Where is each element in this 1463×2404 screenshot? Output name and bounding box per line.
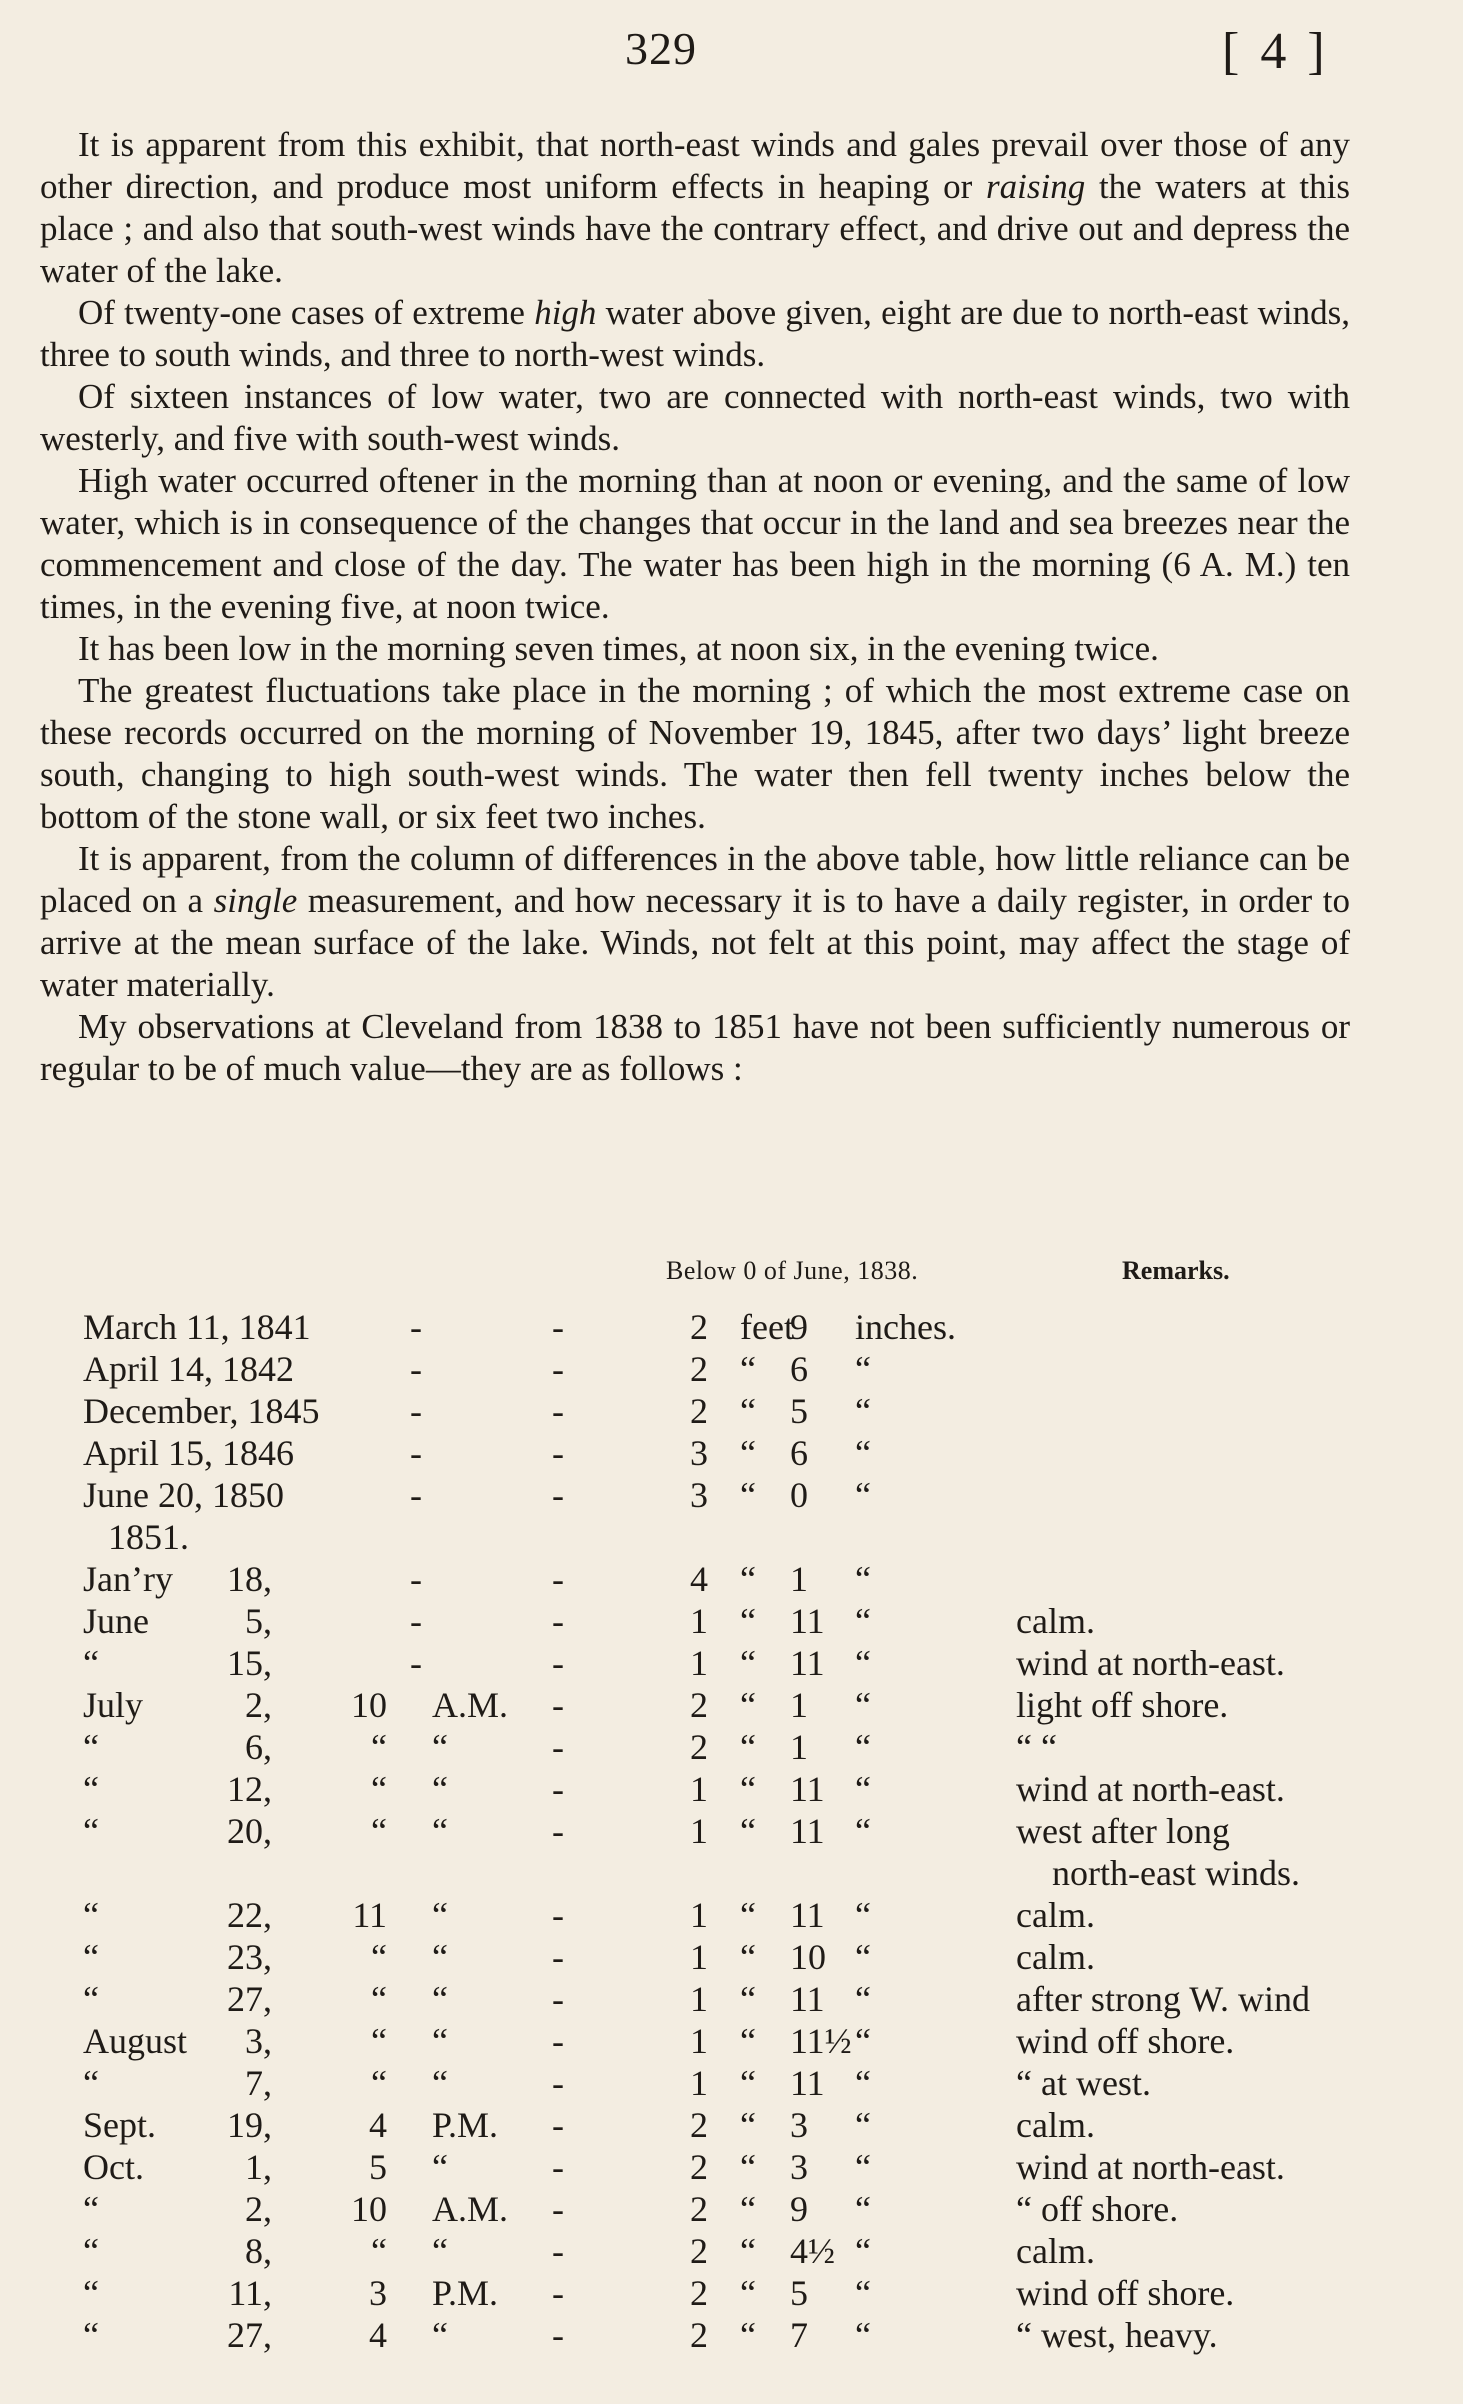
inches-unit: inches. (855, 1307, 956, 1347)
feet-value: 2 (690, 2315, 708, 2355)
inches-unit: “ (855, 2231, 871, 2271)
period-cell: “ (432, 1811, 448, 1851)
day-cell: 3, (245, 2021, 272, 2061)
remarks-cell (1016, 1810, 1300, 1894)
month-cell: Jan’ry (83, 1559, 173, 1599)
remarks-text-continued: north-east winds. (1052, 1853, 1300, 1893)
column-header-below-zero: Below 0 of June, 1838. (666, 1256, 919, 1285)
period-cell: A.M. (432, 2189, 509, 2229)
remarks-text: wind at north-east. (1016, 1643, 1285, 1683)
feet-unit: “ (740, 1979, 756, 2019)
paragraph-text: Of sixteen instances of low water, two are connected with north-east winds, two with westerly, and five with south-west winds. (40, 377, 1350, 458)
time-cell: “ (371, 1937, 387, 1977)
feet-unit: “ (740, 1937, 756, 1977)
period-cell: “ (432, 2147, 448, 2187)
feet-unit: “ (740, 2063, 756, 2103)
time-cell: 4 (369, 2105, 387, 2145)
day-cell: 2, (245, 2189, 272, 2229)
remarks-cell (1016, 2020, 1234, 2062)
time-cell: 3 (369, 2273, 387, 2313)
period-cell: “ (432, 1769, 448, 1809)
inches-value: 4½ (790, 2231, 835, 2271)
table-row (0, 1894, 1463, 1936)
remarks-cell (1016, 1642, 1285, 1684)
feet-value: 1 (690, 1643, 708, 1683)
time-cell: 11 (352, 1895, 387, 1935)
dash-cell: - (410, 1643, 422, 1683)
feet-unit: “ (740, 1559, 756, 1599)
inches-unit: “ (855, 1391, 871, 1431)
feet-value: 4 (690, 1559, 708, 1599)
remarks-cell (1016, 1978, 1310, 2020)
day-cell: 27, (227, 2315, 272, 2355)
emphasized-text: raising (986, 167, 1086, 206)
table-row (0, 1474, 1463, 1516)
day-cell: 7, (245, 2063, 272, 2103)
dash-cell: - (552, 1349, 564, 1389)
feet-unit: “ (740, 1601, 756, 1641)
time-cell: “ (371, 2063, 387, 2103)
time-cell: 4 (369, 2315, 387, 2355)
dash-cell: - (552, 1559, 564, 1599)
feet-value: 2 (690, 2105, 708, 2145)
paragraph (40, 670, 1350, 838)
date-cell: December, 1845 (83, 1391, 320, 1431)
table-row (0, 1978, 1463, 2020)
document-marker: [ 4 ] (1222, 23, 1329, 80)
dash-cell: - (552, 1937, 564, 1977)
time-cell: “ (371, 1727, 387, 1767)
feet-value: 1 (690, 1895, 708, 1935)
inches-unit: “ (855, 1727, 871, 1767)
dash-cell: - (410, 1475, 422, 1515)
date-cell: April 14, 1842 (83, 1349, 294, 1389)
feet-value: 3 (690, 1475, 708, 1515)
remarks-text: west after long (1016, 1811, 1230, 1851)
feet-value: 1 (690, 1937, 708, 1977)
dash-cell: - (552, 1391, 564, 1431)
dash-cell: - (410, 1601, 422, 1641)
paragraph (40, 292, 1350, 376)
remarks-text: after strong W. wind (1016, 1979, 1310, 2019)
month-cell: “ (83, 1937, 99, 1977)
dash-cell: - (552, 2105, 564, 2145)
dash-cell: - (552, 2273, 564, 2313)
feet-unit: feet (740, 1307, 794, 1347)
month-cell: Sept. (83, 2105, 157, 2145)
table-row (0, 1642, 1463, 1684)
time-cell: “ (371, 1811, 387, 1851)
feet-value: 2 (690, 2231, 708, 2271)
month-cell: July (83, 1685, 144, 1725)
feet-unit: “ (740, 2105, 756, 2145)
feet-unit: “ (740, 1643, 756, 1683)
inches-unit: “ (855, 2021, 871, 2061)
paragraph-text: My observations at Cleveland from 1838 to 1851 have not been sufficiently numerous or regular to be of much value—they are as follows : (40, 1007, 1350, 1088)
dash-cell: - (552, 2315, 564, 2355)
time-cell: “ (371, 2231, 387, 2271)
feet-unit: “ (740, 2189, 756, 2229)
day-cell: 20, (227, 1811, 272, 1851)
month-cell: “ (83, 1643, 99, 1683)
body-text (40, 124, 1350, 1090)
month-cell: “ (83, 1895, 99, 1935)
table-row (0, 2314, 1463, 2356)
table-row (0, 2104, 1463, 2146)
feet-unit: “ (740, 1727, 756, 1767)
feet-value: 3 (690, 1433, 708, 1473)
inches-value: 11 (790, 1601, 825, 1641)
dash-cell: - (552, 1895, 564, 1935)
table-row (0, 1684, 1463, 1726)
dash-cell: - (552, 2189, 564, 2229)
table-row (0, 1726, 1463, 1768)
feet-value: 1 (690, 1811, 708, 1851)
feet-value: 2 (690, 2147, 708, 2187)
remarks-text: wind off shore. (1016, 2021, 1235, 2061)
inches-value: 9 (790, 1307, 808, 1347)
inches-value: 11 (790, 1643, 825, 1683)
remarks-cell (1016, 1936, 1095, 1978)
dash-cell: - (410, 1349, 422, 1389)
day-cell: 12, (227, 1769, 272, 1809)
feet-unit: “ (740, 1391, 756, 1431)
period-cell: “ (432, 2315, 448, 2355)
paragraph-text: water above given, eight are due to north-east winds, three to south winds, and three to north-west winds. (40, 293, 1350, 374)
remarks-text: calm. (1016, 1937, 1095, 1977)
inches-value: 11 (790, 1769, 825, 1809)
remarks-cell (1016, 1894, 1095, 1936)
remarks-text: calm. (1016, 1895, 1095, 1935)
month-cell: “ (83, 2273, 99, 2313)
day-cell: 18, (227, 1559, 272, 1599)
date-cell: March 11, 1841 (83, 1307, 311, 1347)
dash-cell: - (552, 1643, 564, 1683)
paragraph-text: Of twenty-one cases of extreme (78, 293, 535, 332)
paragraph (40, 124, 1350, 292)
dash-cell: - (410, 1559, 422, 1599)
day-cell: 27, (227, 1979, 272, 2019)
dash-cell: - (552, 1307, 564, 1347)
day-cell: 6, (245, 1727, 272, 1767)
year-label: 1851. (108, 1517, 189, 1557)
period-cell: “ (432, 1727, 448, 1767)
dash-cell: - (552, 1979, 564, 2019)
remarks-cell (1016, 2314, 1218, 2356)
table-row (0, 2272, 1463, 2314)
inches-value: 6 (790, 1349, 808, 1389)
inches-value: 1 (790, 1685, 808, 1725)
time-cell: “ (371, 1769, 387, 1809)
feet-unit: “ (740, 1685, 756, 1725)
inches-unit: “ (855, 1685, 871, 1725)
time-cell: “ (371, 2021, 387, 2061)
feet-unit: “ (740, 1811, 756, 1851)
column-header-remarks: Remarks. (1122, 1256, 1230, 1285)
feet-value: 2 (690, 1391, 708, 1431)
inches-unit: “ (855, 2273, 871, 2313)
inches-unit: “ (855, 1349, 871, 1389)
feet-unit: “ (740, 2231, 756, 2271)
table-row (0, 1516, 1463, 1558)
table-row (0, 1306, 1463, 1348)
feet-unit: “ (740, 1433, 756, 1473)
table-row (0, 2188, 1463, 2230)
paragraph (40, 838, 1350, 1006)
period-cell: “ (432, 1979, 448, 2019)
inches-value: 7 (790, 2315, 808, 2355)
feet-value: 2 (690, 1349, 708, 1389)
remarks-text: light off shore. (1016, 1685, 1229, 1725)
day-cell: 15, (227, 1643, 272, 1683)
remarks-cell (1016, 1684, 1228, 1726)
feet-value: 2 (690, 2189, 708, 2229)
period-cell: P.M. (432, 2273, 499, 2313)
time-cell: 10 (351, 1685, 387, 1725)
remarks-cell (1016, 2272, 1234, 2314)
remarks-text: calm. (1016, 1601, 1095, 1641)
paragraph (40, 628, 1350, 670)
remarks-cell (1016, 2188, 1178, 2230)
feet-unit: “ (740, 1475, 756, 1515)
feet-unit: “ (740, 2273, 756, 2313)
inches-value: 0 (790, 1475, 808, 1515)
observations-table (0, 1306, 1463, 2356)
table-row (0, 1432, 1463, 1474)
day-cell: 23, (227, 1937, 272, 1977)
inches-value: 1 (790, 1559, 808, 1599)
feet-unit: “ (740, 2315, 756, 2355)
inches-unit: “ (855, 1643, 871, 1683)
inches-unit: “ (855, 2147, 871, 2187)
day-cell: 1, (245, 2147, 272, 2187)
date-cell: June 20, 1850 (83, 1475, 284, 1515)
period-cell: P.M. (432, 2105, 499, 2145)
month-cell: Oct. (83, 2147, 144, 2187)
month-cell: “ (83, 2063, 99, 2103)
remarks-text: “ west, heavy. (1016, 2315, 1218, 2355)
day-cell: 11, (228, 2273, 272, 2313)
emphasized-text: high (534, 293, 597, 332)
inches-unit: “ (855, 2063, 871, 2103)
feet-value: 1 (690, 2063, 708, 2103)
table-header (0, 1256, 1463, 1290)
inches-value: 11 (790, 1895, 825, 1935)
table-row (0, 1348, 1463, 1390)
inches-unit: “ (855, 1433, 871, 1473)
paragraph (40, 460, 1350, 628)
month-cell: “ (83, 2231, 99, 2271)
paragraph-text: It has been low in the morning seven times, at noon six, in the evening twice. (78, 629, 1159, 668)
page-number: 329 (625, 23, 697, 74)
day-cell: 8, (245, 2231, 272, 2271)
feet-value: 2 (690, 1307, 708, 1347)
feet-value: 1 (690, 1769, 708, 1809)
period-cell: “ (432, 2063, 448, 2103)
month-cell: “ (83, 2189, 99, 2229)
period-cell: “ (432, 1895, 448, 1935)
table-row (0, 1390, 1463, 1432)
feet-value: 1 (690, 2021, 708, 2061)
inches-value: 3 (790, 2105, 808, 2145)
dash-cell: - (552, 2231, 564, 2271)
month-cell: “ (83, 1727, 99, 1767)
period-cell: A.M. (432, 1685, 509, 1725)
feet-unit: “ (740, 2147, 756, 2187)
inches-value: 5 (790, 1391, 808, 1431)
inches-unit: “ (855, 1979, 871, 2019)
inches-value: 6 (790, 1433, 808, 1473)
feet-unit: “ (740, 1349, 756, 1389)
period-cell: “ (432, 1937, 448, 1977)
date-cell: April 15, 1846 (83, 1433, 294, 1473)
feet-unit: “ (740, 1769, 756, 1809)
remarks-text: wind off shore. (1016, 2273, 1235, 2313)
feet-value: 1 (690, 1601, 708, 1641)
inches-unit: “ (855, 1769, 871, 1809)
inches-unit: “ (855, 2315, 871, 2355)
feet-value: 2 (690, 2273, 708, 2313)
inches-unit: “ (855, 1937, 871, 1977)
remarks-cell (1016, 2146, 1285, 2188)
day-cell: 5, (245, 1601, 272, 1641)
table-row (0, 1558, 1463, 1600)
inches-value: 5 (790, 2273, 808, 2313)
inches-value: 9 (790, 2189, 808, 2229)
inches-value: 3 (790, 2147, 808, 2187)
inches-unit: “ (855, 2189, 871, 2229)
remarks-cell (1016, 1726, 1057, 1768)
remarks-text: calm. (1016, 2105, 1095, 2145)
inches-unit: “ (855, 1811, 871, 1851)
day-cell: 19, (227, 2105, 272, 2145)
table-row (0, 1600, 1463, 1642)
table-row (0, 1936, 1463, 1978)
month-cell: “ (83, 1979, 99, 2019)
table-row (0, 1768, 1463, 1810)
dash-cell: - (552, 1433, 564, 1473)
table-row (0, 2062, 1463, 2104)
dash-cell: - (552, 1685, 564, 1725)
dash-cell: - (552, 2063, 564, 2103)
month-cell: June (83, 1601, 149, 1641)
paragraph-text: High water occurred oftener in the morning than at noon or evening, and the same of low water, which is in consequence of the changes that occur in the land and sea breezes near the commencement and close of the day. The water has been high in the morning (6 A. M.) ten times, in the evening five, at noon twice. (40, 461, 1350, 626)
remarks-cell (1016, 1600, 1095, 1642)
feet-value: 2 (690, 1685, 708, 1725)
remarks-cell (1016, 2062, 1151, 2104)
remarks-cell (1016, 2104, 1095, 2146)
inches-unit: “ (855, 1559, 871, 1599)
day-cell: 2, (245, 1685, 272, 1725)
remarks-text: wind at north-east. (1016, 1769, 1285, 1809)
paragraph (40, 1006, 1350, 1090)
inches-unit: “ (855, 2105, 871, 2145)
paragraph (40, 376, 1350, 460)
dash-cell: - (410, 1391, 422, 1431)
month-cell: August (83, 2021, 188, 2061)
remarks-cell (1016, 2230, 1095, 2272)
time-cell: “ (371, 1979, 387, 2019)
dash-cell: - (552, 1811, 564, 1851)
dash-cell: - (552, 2147, 564, 2187)
remarks-text: wind at north-east. (1016, 2147, 1285, 2187)
day-cell: 22, (227, 1895, 272, 1935)
feet-unit: “ (740, 2021, 756, 2061)
inches-value: 11½ (790, 2021, 852, 2061)
feet-value: 2 (690, 1727, 708, 1767)
inches-value: 10 (790, 1937, 826, 1977)
remarks-text: “ off shore. (1016, 2189, 1179, 2229)
table-row (0, 2146, 1463, 2188)
dash-cell: - (552, 1769, 564, 1809)
month-cell: “ (83, 1769, 99, 1809)
time-cell: 10 (351, 2189, 387, 2229)
period-cell: “ (432, 2021, 448, 2061)
feet-unit: “ (740, 1895, 756, 1935)
inches-value: 11 (790, 1979, 825, 2019)
feet-value: 1 (690, 1979, 708, 2019)
inches-value: 11 (790, 1811, 825, 1851)
remarks-cell (1016, 1768, 1285, 1810)
paragraph-text: It is apparent, from the column of differences in the above table, how little reliance can be placed on a (40, 839, 1350, 920)
month-cell: “ (83, 1811, 99, 1851)
inches-unit: “ (855, 1895, 871, 1935)
time-cell: 5 (369, 2147, 387, 2187)
dash-cell: - (552, 1727, 564, 1767)
inches-unit: “ (855, 1601, 871, 1641)
table-row (0, 2230, 1463, 2272)
dash-cell: - (552, 1475, 564, 1515)
paragraph-text: It is apparent from this exhibit, that north-east winds and gales prevail over those of any other direction, and produce most uniform effects in heaping or (40, 125, 1350, 206)
table-row (0, 1810, 1463, 1894)
inches-value: 11 (790, 2063, 825, 2103)
remarks-text: “ “ (1016, 1727, 1057, 1767)
period-cell: “ (432, 2231, 448, 2271)
dash-cell: - (552, 1601, 564, 1641)
emphasized-text: single (213, 881, 298, 920)
inches-value: 1 (790, 1727, 808, 1767)
table-row (0, 2020, 1463, 2062)
month-cell: “ (83, 2315, 99, 2355)
paragraph-text: the waters at this place ; and also that south-west winds have the contrary effect, and drive out and depress the water of the lake. (40, 167, 1350, 290)
dash-cell: - (552, 2021, 564, 2061)
dash-cell: - (410, 1433, 422, 1473)
dash-cell: - (410, 1307, 422, 1347)
inches-unit: “ (855, 1475, 871, 1515)
paragraph-text: The greatest fluctuations take place in the morning ; of which the most extreme case on these records occurred on the morning of November 19, 1845, after two days’ light breeze south, changing to high south-west winds. The water then fell twenty inches below the bottom of the stone wall, or six feet two inches. (40, 671, 1350, 836)
remarks-text: calm. (1016, 2231, 1095, 2271)
paragraph-text: measurement, and how necessary it is to have a daily register, in order to arrive at the mean surface of the lake. Winds, not felt at this point, may affect the stage of water materially. (40, 881, 1350, 1004)
remarks-text: “ at west. (1016, 2063, 1151, 2103)
